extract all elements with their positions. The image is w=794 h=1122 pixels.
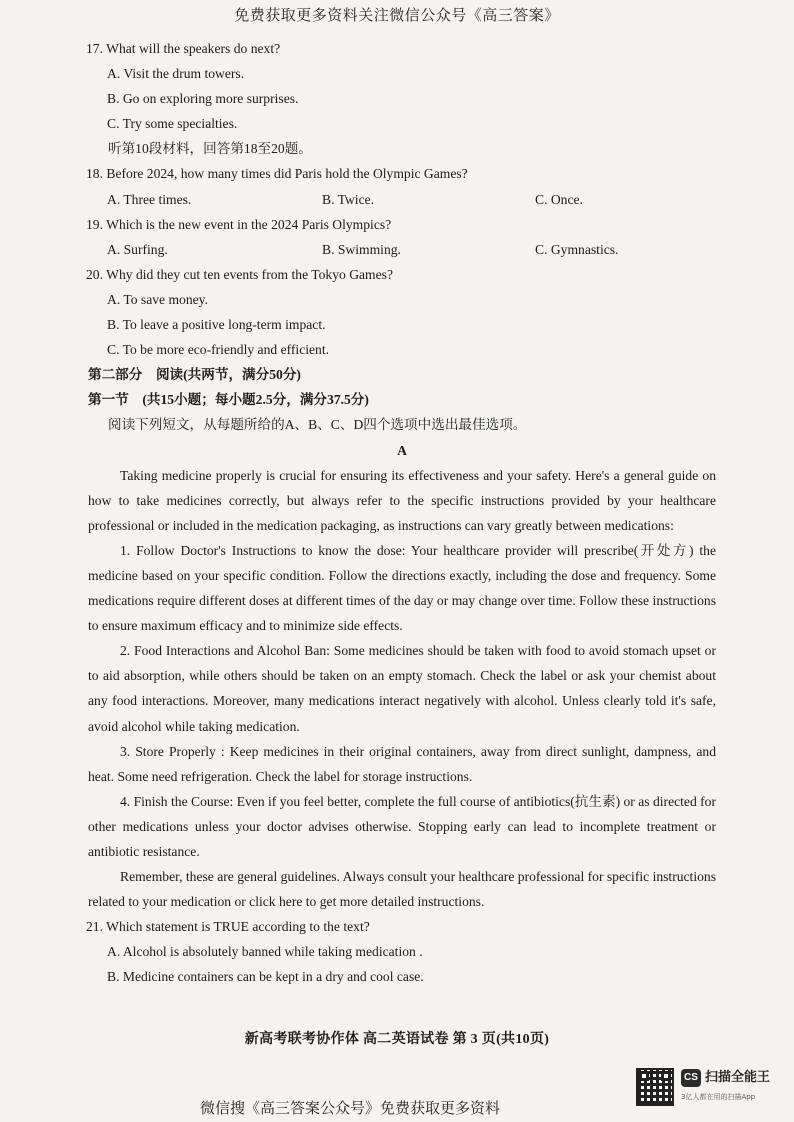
page-footer-title: 新高考联考协作体 高二英语试卷 第 3 页(共10页) bbox=[244, 1032, 550, 1047]
option-a: A. Three times. bbox=[107, 191, 192, 207]
question-stem: 18. Before 2024, how many times did Paris hold the Olympic Games? bbox=[86, 166, 468, 182]
scanner-app-name: 扫描全能王 bbox=[705, 1070, 771, 1085]
paragraph: 2. Food Interactions and Alcohol Ban: Some medicines should be taken with food to avoid stomach upset or to aid absorption, while others should be taken on an empty stomach. Check the label or ask your chemist about any food interactions. Moreover, many medications interact negatively with alcohol. Unless clearly told it's safe, avoid alcohol while taking medication. bbox=[88, 643, 716, 734]
question-18 bbox=[88, 161, 716, 211]
option-b: B. Swimming. bbox=[322, 241, 401, 257]
paragraph: 3. Store Properly : Keep medicines in their original containers, away from direct sunlight, dampness, and heat. Some need refrigeration. Check the label for storage instructions. bbox=[88, 743, 716, 784]
option-a: A. To save money. bbox=[107, 291, 208, 307]
question-17 bbox=[88, 36, 716, 136]
option-a: A. Visit the drum towers. bbox=[107, 66, 245, 82]
option-a: A. Alcohol is absolutely banned while taking medication . bbox=[107, 944, 423, 960]
option-c: C. To be more eco-friendly and efficient. bbox=[107, 342, 330, 358]
option-b: B. Twice. bbox=[322, 191, 375, 207]
option-b: B. To leave a positive long-term impact. bbox=[107, 317, 326, 333]
question-19 bbox=[88, 212, 716, 262]
page-content bbox=[88, 36, 716, 990]
question-stem: 21. Which statement is TRUE according to the text? bbox=[86, 919, 370, 935]
paragraph: 4. Finish the Course: Even if you feel better, complete the full course of antibiotics(抗生素) or as directed for other medications unless your doctor advises otherwise. Stopping early can lead to incomplete treatment or antibiotic resistance. bbox=[88, 793, 716, 859]
option-c: C. Gymnastics. bbox=[535, 241, 619, 257]
paragraph: Taking medicine properly is crucial for ensuring its effectiveness and your safety. Here's a general guide on how to take medicines correctly, but always refer to the specific instructions provided by your healthcare professional or included in the medication packaging, as instructions can vary greatly between medications: bbox=[88, 467, 716, 533]
part-heading: 第二部分 阅读(共两节，满分50分) bbox=[88, 367, 301, 383]
passage-label: A bbox=[397, 442, 407, 458]
question-stem: 19. Which is the new event in the 2024 Paris Olympics? bbox=[86, 216, 392, 232]
question-21 bbox=[88, 914, 716, 989]
options-row bbox=[107, 187, 716, 212]
option-b: B. Go on exploring more surprises. bbox=[107, 91, 299, 107]
option-b: B. Medicine containers can be kept in a dry and cool case. bbox=[107, 969, 424, 985]
passage-a bbox=[88, 463, 716, 915]
section-heading: 第一节 (共15小题；每小题2.5分，满分37.5分) bbox=[88, 392, 369, 408]
option-a: A. Surfing. bbox=[107, 241, 168, 257]
qr-code-icon bbox=[636, 1068, 674, 1106]
question-20 bbox=[88, 262, 716, 362]
paragraph: Remember, these are general guidelines. Always consult your healthcare professional for specific instructions related to your medication or click here to get more detailed instructions. bbox=[88, 869, 716, 910]
scanner-app-tagline: 3亿人都在用的扫描App bbox=[681, 1093, 756, 1101]
paragraph: 1. Follow Doctor's Instructions to know the dose: Your healthcare provider will prescribe(开处方) the medicine based on your specific condition. Follow the directions exactly, including the dose and frequency. Some medications require different doses at different times of the day or may change over time. Follow these instructions to ensure maximum efficacy and to minimize side effects. bbox=[88, 542, 716, 634]
option-c: C. Once. bbox=[535, 191, 583, 207]
options-row bbox=[107, 237, 716, 262]
reading-instruction: 阅读下列短文，从每题所给的A、B、C、D四个选项中选出最佳选项。 bbox=[108, 417, 527, 433]
question-stem: 17. What will the speakers do next? bbox=[86, 41, 281, 56]
option-c: C. Try some specialties. bbox=[107, 116, 238, 132]
bottom-banner: 微信搜《高三答案公众号》免费获取更多资料 bbox=[199, 1101, 500, 1117]
top-banner: 免费获取更多资料关注微信公众号《高三答案》 bbox=[234, 8, 560, 24]
listening-instruction: 听第10段材料，回答第18至20题。 bbox=[108, 141, 312, 157]
camscanner-logo-icon: CS bbox=[681, 1069, 701, 1087]
question-stem: 20. Why did they cut ten events from the Tokyo Games? bbox=[86, 266, 393, 282]
